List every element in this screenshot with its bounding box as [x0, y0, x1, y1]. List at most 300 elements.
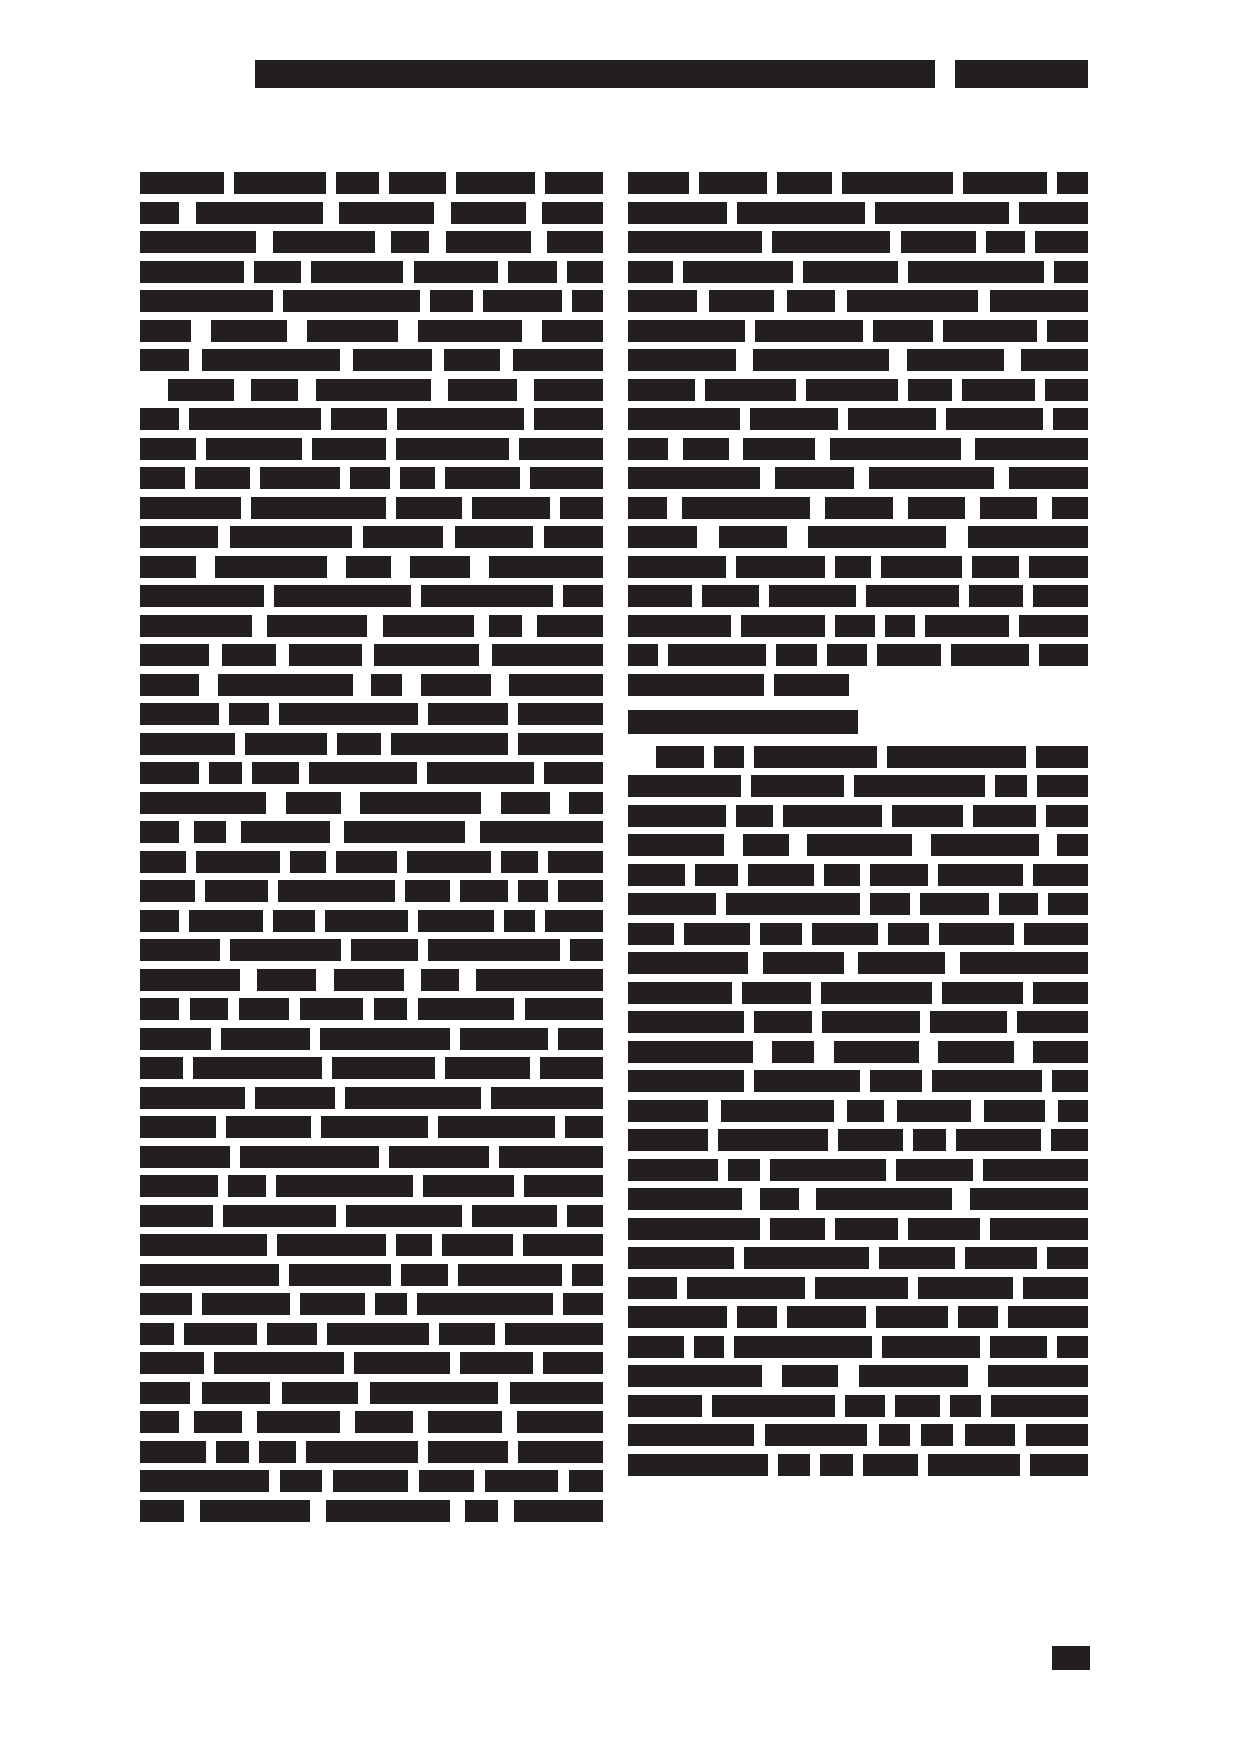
redacted-word	[254, 261, 301, 283]
redacted-word	[417, 1293, 553, 1315]
redacted-word	[534, 408, 603, 430]
redacted-word	[736, 805, 773, 827]
redacted-word	[206, 438, 302, 460]
redacted-word	[140, 556, 196, 578]
redacted-text-line	[140, 202, 603, 224]
redacted-word	[774, 674, 849, 696]
redacted-word	[563, 585, 603, 607]
redacted-word	[782, 1365, 838, 1387]
redacted-word	[628, 349, 736, 371]
redacted-word	[975, 438, 1088, 460]
redacted-word	[755, 320, 863, 342]
redacted-word	[460, 1028, 548, 1050]
redacted-word	[628, 834, 724, 856]
redacted-word	[803, 261, 898, 283]
redacted-word	[445, 1057, 530, 1079]
redacted-text-line	[628, 1424, 1088, 1446]
redacted-word	[808, 526, 946, 548]
redacted-word	[628, 1454, 768, 1476]
redacted-word	[885, 615, 915, 637]
redacted-text-line	[628, 1454, 1088, 1476]
redacted-word	[517, 1411, 603, 1433]
redacted-text-line	[140, 792, 603, 814]
redacted-word	[540, 1057, 603, 1079]
redacted-word	[276, 1175, 413, 1197]
redacted-text-line	[140, 585, 603, 607]
redacted-word	[194, 1411, 242, 1433]
redacted-word	[1036, 746, 1088, 768]
redacted-word	[770, 1218, 825, 1240]
redacted-text-line	[140, 467, 603, 489]
redacted-word	[824, 864, 860, 886]
redacted-word	[695, 864, 738, 886]
redacted-word	[195, 467, 250, 489]
redacted-word	[168, 379, 234, 401]
redacted-word	[963, 172, 1047, 194]
redacted-word	[870, 893, 910, 915]
redacted-word	[942, 982, 1023, 1004]
redacted-text-line	[628, 172, 1088, 194]
redacted-word	[908, 497, 965, 519]
redacted-word	[1033, 1041, 1088, 1063]
redacted-word	[312, 438, 386, 460]
redacted-word	[331, 408, 387, 430]
redacted-word	[316, 379, 431, 401]
redacted-word	[350, 467, 390, 489]
redacted-word	[870, 1070, 922, 1092]
redacted-word	[444, 349, 500, 371]
redacted-word	[140, 762, 199, 784]
redacted-word	[930, 1011, 1007, 1033]
redacted-word	[1030, 1454, 1088, 1476]
redacted-word	[628, 1188, 742, 1210]
redacted-word	[750, 408, 838, 430]
redacted-word	[283, 290, 420, 312]
redacted-text-line	[140, 1293, 603, 1315]
redacted-word	[325, 910, 408, 932]
redacted-word	[887, 746, 1026, 768]
redacted-word	[628, 408, 740, 430]
redacted-word	[1057, 1336, 1088, 1358]
redacted-word	[628, 1100, 708, 1122]
redacted-word	[518, 733, 603, 755]
redacted-word	[140, 1470, 269, 1492]
redacted-word	[628, 1365, 762, 1387]
redacted-word	[455, 526, 533, 548]
redacted-word	[537, 615, 603, 637]
redacted-word	[1024, 923, 1088, 945]
redacted-text-line	[140, 526, 603, 548]
redacted-word	[962, 379, 1035, 401]
redacted-word	[396, 497, 462, 519]
redacted-word	[628, 1070, 744, 1092]
redacted-word	[510, 1382, 603, 1404]
redacted-word	[950, 1395, 981, 1417]
redacted-word	[321, 1116, 428, 1138]
redacted-word	[423, 1175, 514, 1197]
redacted-word	[628, 1306, 727, 1328]
redacted-word	[140, 851, 186, 873]
redacted-text-line	[628, 1277, 1088, 1299]
redacted-text-line	[140, 674, 603, 696]
redacted-word	[990, 1336, 1047, 1358]
redacted-word	[748, 864, 814, 886]
redacted-word	[279, 703, 418, 725]
redacted-word	[334, 969, 404, 991]
redacted-word	[397, 408, 524, 430]
redacted-word	[834, 1041, 919, 1063]
redacted-word	[311, 261, 403, 283]
redacted-word	[140, 910, 179, 932]
redacted-word	[897, 1100, 971, 1122]
redacted-word	[504, 910, 535, 932]
redacted-text-line	[140, 261, 603, 283]
redacted-text-line	[140, 1234, 603, 1256]
redacted-word	[465, 1500, 498, 1522]
redacted-word	[354, 1352, 450, 1374]
redacted-text-line	[628, 202, 1088, 224]
redacted-word	[628, 556, 726, 578]
redacted-text-line	[140, 1382, 603, 1404]
redacted-word	[760, 1188, 799, 1210]
redacted-word	[140, 674, 199, 696]
redacted-text-line	[140, 290, 603, 312]
redacted-word	[545, 172, 603, 194]
redacted-word	[202, 349, 340, 371]
redacted-word	[240, 1146, 379, 1168]
redacted-text-line	[140, 1441, 603, 1463]
redacted-word	[969, 585, 1023, 607]
redacted-text-line	[628, 746, 1088, 768]
redacted-word	[427, 762, 534, 784]
redacted-word	[1046, 805, 1088, 827]
redacted-word	[489, 556, 603, 578]
redacted-text-line	[628, 526, 1088, 548]
right-text-column	[628, 172, 1088, 1483]
redacted-word	[1019, 202, 1088, 224]
redacted-word	[908, 379, 952, 401]
redacted-word	[476, 969, 603, 991]
redacted-word	[140, 172, 224, 194]
redacted-word	[960, 952, 1088, 974]
redacted-word	[682, 497, 810, 519]
right-column-paragraphs	[628, 172, 1088, 696]
redacted-word	[892, 805, 963, 827]
redacted-word	[405, 880, 450, 902]
redacted-text-line	[628, 349, 1088, 371]
redacted-word	[140, 438, 196, 460]
redacted-word	[545, 910, 603, 932]
redacted-word	[943, 320, 1037, 342]
redacted-word	[345, 1087, 481, 1109]
redacted-word	[656, 746, 704, 768]
redacted-word	[931, 834, 1039, 856]
redacted-word	[534, 379, 603, 401]
redacted-word	[489, 615, 522, 637]
redacted-word	[189, 408, 321, 430]
redacted-word	[742, 982, 811, 1004]
right-column-section-paragraphs	[628, 746, 1088, 1476]
redacted-text-line	[628, 1070, 1088, 1092]
redacted-word	[743, 834, 789, 856]
redacted-word	[921, 1424, 953, 1446]
redacted-word	[548, 851, 603, 873]
redacted-word	[980, 497, 1037, 519]
redacted-word	[140, 939, 220, 961]
redacted-word	[628, 1218, 760, 1240]
redacted-word	[333, 1470, 408, 1492]
redacted-word	[300, 1293, 365, 1315]
redacted-word	[812, 923, 878, 945]
redacted-word	[988, 1365, 1088, 1387]
redacted-word	[628, 231, 762, 253]
redacted-word	[346, 556, 391, 578]
redacted-word	[519, 438, 603, 460]
redacted-word	[228, 1175, 266, 1197]
redacted-word	[628, 290, 697, 312]
redacted-word	[965, 1424, 1015, 1446]
redacted-word	[1045, 379, 1088, 401]
redacted-word	[251, 379, 298, 401]
redacted-word	[286, 792, 341, 814]
redacted-word	[1037, 775, 1088, 797]
redacted-word	[1029, 556, 1088, 578]
redacted-word	[558, 1028, 603, 1050]
redacted-word	[196, 202, 323, 224]
redacted-word	[718, 1129, 828, 1151]
redacted-word	[226, 1116, 311, 1138]
redacted-word	[344, 821, 465, 843]
redacted-word	[336, 851, 397, 873]
redacted-word	[628, 1041, 753, 1063]
redacted-word	[234, 172, 326, 194]
redacted-word	[326, 1500, 450, 1522]
redacted-word	[847, 290, 978, 312]
redacted-word	[565, 1116, 603, 1138]
redacted-word	[140, 526, 218, 548]
redacted-text-line	[140, 231, 603, 253]
redacted-word	[289, 1264, 391, 1286]
redacted-word	[267, 1323, 317, 1345]
redacted-word	[140, 408, 179, 430]
redacted-word	[744, 1247, 869, 1269]
redacted-word	[307, 320, 398, 342]
redacted-word	[835, 556, 871, 578]
redacted-text-line	[140, 939, 603, 961]
redacted-text-line	[140, 1116, 603, 1138]
redacted-word	[391, 733, 508, 755]
redacted-word	[140, 1234, 267, 1256]
redacted-word	[951, 644, 1029, 666]
redacted-word	[140, 1293, 192, 1315]
redacted-word	[1023, 1277, 1088, 1299]
redacted-word	[196, 851, 280, 873]
redacted-word	[875, 202, 1009, 224]
redacted-word	[209, 762, 242, 784]
redacted-word	[518, 1441, 603, 1463]
redacted-word	[908, 261, 1044, 283]
redacted-word	[628, 1159, 718, 1181]
redacted-word	[628, 379, 695, 401]
redacted-text-line	[140, 998, 603, 1020]
redacted-word	[920, 893, 989, 915]
redacted-word	[214, 1352, 344, 1374]
redacted-word	[184, 1323, 257, 1345]
redacted-word	[542, 320, 603, 342]
redacted-word	[391, 231, 429, 253]
redacted-text-line	[628, 467, 1088, 489]
redacted-word	[218, 674, 353, 696]
redacted-word	[628, 261, 673, 283]
redacted-word	[863, 1454, 918, 1476]
redacted-text-line	[140, 349, 603, 371]
redacted-word	[140, 1500, 184, 1522]
running-header	[255, 60, 1088, 90]
redacted-word	[567, 261, 603, 283]
redacted-word	[572, 290, 603, 312]
redacted-word	[628, 1336, 684, 1358]
redacted-text-line	[140, 615, 603, 637]
redacted-text-line	[628, 805, 1088, 827]
redacted-word	[140, 1323, 174, 1345]
redacted-text-line	[140, 1264, 603, 1286]
redacted-text-line	[140, 1028, 603, 1050]
redacted-word	[140, 320, 191, 342]
redacted-word	[628, 864, 685, 886]
redacted-word	[991, 1395, 1088, 1417]
redacted-word	[280, 1470, 322, 1492]
redacted-word	[787, 290, 835, 312]
redacted-word	[772, 1041, 814, 1063]
redacted-text-line	[140, 703, 603, 725]
redacted-word	[300, 998, 363, 1020]
redacted-word	[306, 1441, 418, 1463]
redacted-word	[273, 910, 315, 932]
section-heading	[628, 710, 1088, 734]
redacted-word	[736, 556, 825, 578]
redacted-word	[140, 1411, 179, 1433]
redacted-word	[414, 261, 498, 283]
redacted-text-line	[628, 438, 1088, 460]
redacted-word	[869, 467, 994, 489]
redacted-word	[737, 1306, 777, 1328]
redacted-word	[628, 644, 658, 666]
redacted-word	[499, 1146, 603, 1168]
redacted-word	[628, 1395, 702, 1417]
redacted-word	[1047, 1247, 1088, 1269]
redacted-word	[290, 851, 326, 873]
redacted-word	[972, 556, 1019, 578]
redacted-word	[309, 762, 417, 784]
redacted-word	[278, 880, 395, 902]
redacted-word	[140, 1352, 204, 1374]
redacted-word	[400, 467, 435, 489]
redacted-text-line	[140, 438, 603, 460]
redacted-word	[816, 1188, 952, 1210]
redacted-word	[140, 1441, 206, 1463]
redacted-word	[230, 526, 352, 548]
redacted-word	[274, 585, 411, 607]
redacted-text-line	[628, 556, 1088, 578]
redacted-word	[866, 585, 959, 607]
redacted-word	[876, 1306, 948, 1328]
redacted-word	[442, 1234, 513, 1256]
redacted-text-line	[140, 1323, 603, 1345]
redacted-text-line	[628, 1336, 1088, 1358]
redacted-word	[332, 1057, 435, 1079]
redacted-word	[355, 1411, 413, 1433]
redacted-word	[763, 952, 844, 974]
redacted-word	[230, 939, 341, 961]
redacted-word	[932, 1070, 1042, 1092]
redacted-word	[854, 775, 985, 797]
redacted-word	[336, 172, 379, 194]
redacted-word	[509, 674, 603, 696]
redacted-word	[896, 1159, 973, 1181]
redacted-word	[714, 746, 744, 768]
redacted-text-line	[628, 923, 1088, 945]
redacted-text-line	[628, 1188, 1088, 1210]
redacted-word	[702, 585, 759, 607]
redacted-word	[983, 1159, 1088, 1181]
redacted-word	[419, 1470, 474, 1492]
redacted-word	[346, 1205, 462, 1227]
redacted-word	[418, 320, 522, 342]
redacted-word	[501, 792, 550, 814]
redacted-word	[973, 805, 1036, 827]
redacted-word	[569, 1470, 603, 1492]
redacted-word	[1017, 1011, 1088, 1033]
redacted-word	[547, 231, 603, 253]
redacted-word	[873, 320, 933, 342]
redacted-word	[439, 1323, 495, 1345]
redacted-word	[190, 998, 228, 1020]
redacted-text-line	[628, 615, 1088, 637]
redacted-word	[1033, 982, 1088, 1004]
redacted-word	[374, 644, 479, 666]
redacted-word	[684, 923, 750, 945]
redacted-word	[807, 834, 912, 856]
redacted-word	[754, 1011, 812, 1033]
redacted-word	[251, 497, 386, 519]
redacted-word	[754, 746, 877, 768]
redacted-word	[558, 880, 603, 902]
redacted-word	[737, 202, 865, 224]
redacted-word	[842, 172, 953, 194]
redacted-word	[428, 1441, 508, 1463]
redacted-text-line	[140, 1500, 603, 1522]
redacted-word	[252, 762, 299, 784]
redacted-word	[918, 1277, 1013, 1299]
redacted-word	[273, 231, 375, 253]
redacted-word	[518, 880, 548, 902]
redacted-word	[815, 1277, 908, 1299]
redacted-word	[492, 644, 603, 666]
redacted-word	[140, 644, 209, 666]
redacted-word	[215, 556, 327, 578]
redacted-word	[140, 1205, 213, 1227]
redacted-word	[628, 674, 764, 696]
redacted-word	[569, 792, 603, 814]
redacted-word	[257, 1411, 340, 1433]
redacted-word	[229, 703, 269, 725]
redacted-word	[460, 1352, 533, 1374]
redacted-word	[445, 467, 520, 489]
redacted-word	[728, 1159, 760, 1181]
redacted-word	[753, 349, 889, 371]
redacted-text-line	[628, 834, 1088, 856]
redacted-word	[140, 821, 179, 843]
